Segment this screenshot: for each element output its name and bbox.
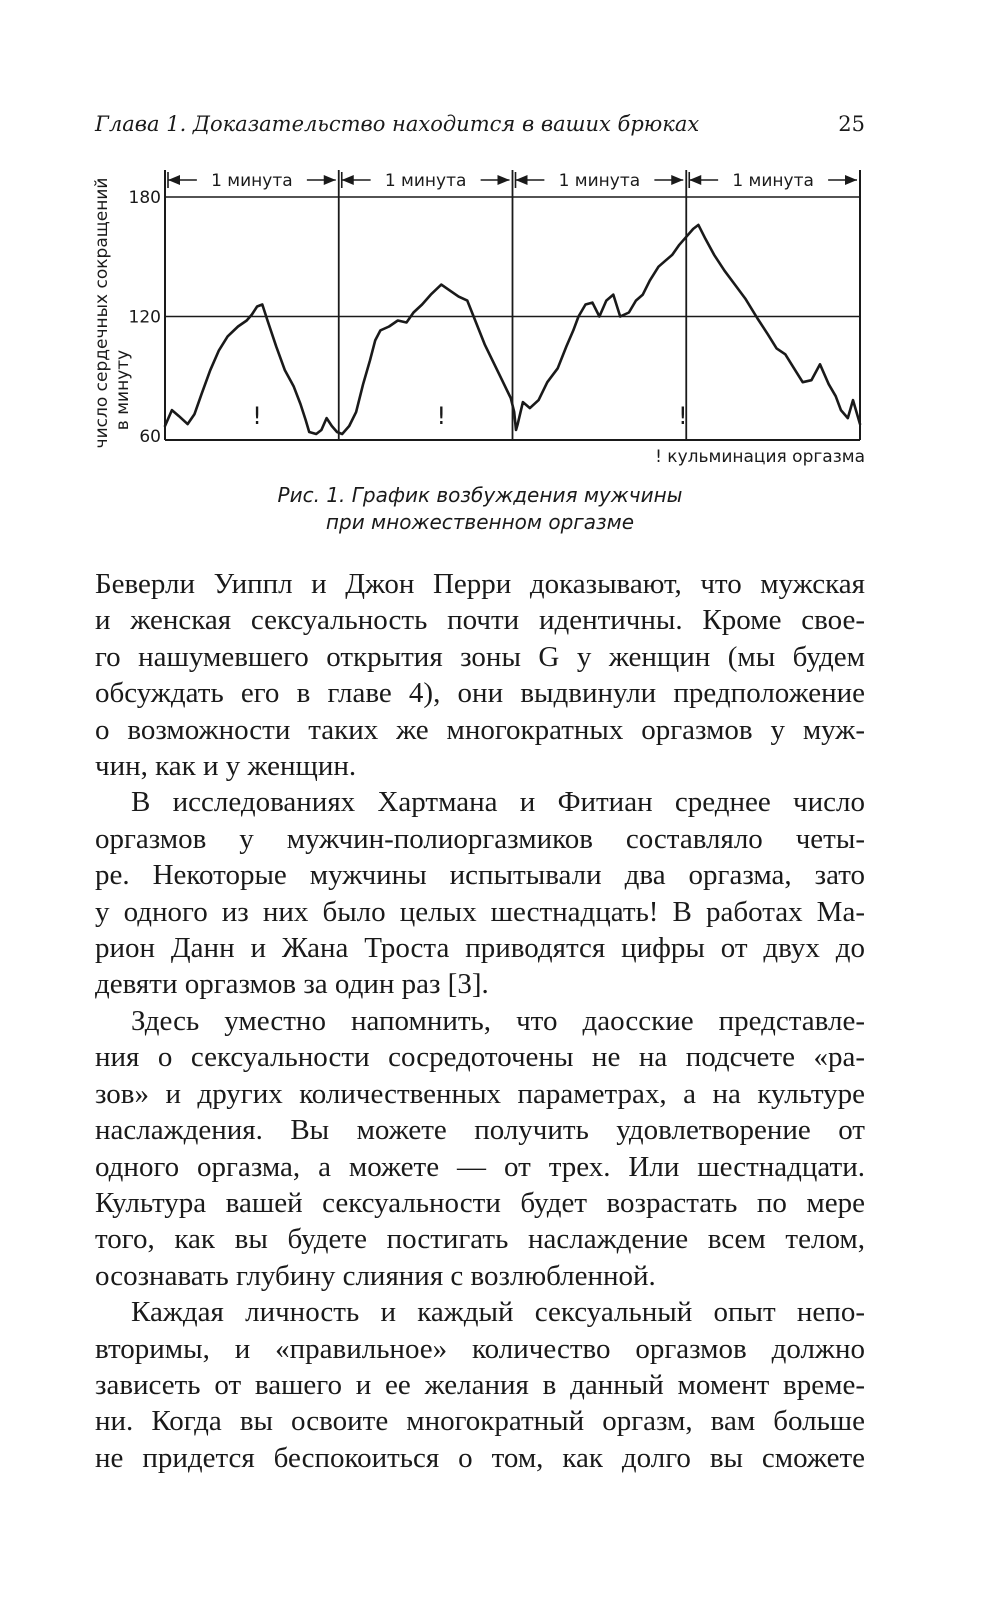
caption-line-1: Рис. 1. График возбуждения мужчины (277, 483, 683, 507)
arrowhead-left (516, 175, 528, 185)
chapter-title: Глава 1. Доказательство находится в ваших брюках (95, 112, 700, 136)
paragraph (95, 1003, 865, 1294)
text-line: го нашумевшего открытия зоны G у женщин (мы будем (95, 640, 865, 673)
arrowhead-left (168, 175, 180, 185)
text-line: зов» и других количественных параметрах, а на культуре (95, 1077, 865, 1110)
text-line: обсуждать его в главе 4), они выдвинули предположение (95, 677, 865, 710)
orgasm-marker: ! (677, 402, 688, 430)
interval-label-minute-2: 1 минута (384, 171, 467, 191)
text-line: ния о сексуальности сосредоточены не на подсчете «ра- (95, 1041, 865, 1074)
text-line: рион Данн и Жана Троста приводятся цифры от двух до (95, 932, 865, 965)
text-line: у одного из них было целых шестнадцать! В работах Ма- (95, 895, 865, 928)
page-number: 25 (838, 112, 865, 136)
y-axis-label-line1: число сердечных сокращений (92, 177, 112, 449)
text-line: Беверли Уиппл и Джон Перри доказывают, что мужская (95, 568, 865, 600)
text-line: и женская сексуальность почти идентичны. Кроме свое- (95, 604, 865, 637)
text-line: зависеть от вашего и ее желания в данный момент време- (95, 1368, 865, 1401)
text-line: ни. Когда вы освоите многократный оргазм, вам больше (95, 1405, 865, 1438)
paragraph (95, 566, 865, 784)
heart-rate-chart (0, 0, 1000, 480)
arrowhead-right (671, 175, 683, 185)
text-line: В исследованиях Хартмана и Фитиан среднее число (131, 786, 865, 819)
text-line: Каждая личность и каждый сексуальный опыт непо- (131, 1296, 865, 1329)
text-line: оргазмов у мужчин-полиоргазмиков составляло четы- (95, 822, 865, 855)
arrowhead-right (324, 175, 336, 185)
y-tick-label-120: 120 (128, 307, 161, 328)
body-text (95, 566, 865, 1476)
interval-label-minute-1: 1 минута (211, 171, 293, 191)
y-tick-label-60: 60 (139, 427, 161, 447)
text-line: ре. Некоторые мужчины испытывали два оргазма, зато (95, 859, 865, 892)
arrowhead-right (845, 175, 857, 185)
text-line: о возможности таких же многократных оргазмов у муж- (95, 713, 865, 746)
figure-caption (95, 482, 865, 536)
text-line: вторимы, и «правильное» количество оргазмов должно (95, 1332, 865, 1365)
paragraph (95, 1294, 865, 1476)
caption-line-2: при множественном оргазме (325, 510, 635, 534)
text-line: Здесь уместно напомнить, что даосские представле- (131, 1004, 865, 1037)
interval-label-minute-4: 1 минута (732, 171, 814, 191)
arrowhead-left (342, 175, 354, 185)
arrowhead-right (498, 175, 510, 185)
text-line: девяти оргазмов за один раз [3]. (95, 968, 489, 1001)
text-line: не придется беспокоиться о том, как долго вы сможете (95, 1441, 865, 1474)
text-line: Культура вашей сексуальности будет возрастать по мере (95, 1186, 865, 1219)
y-axis-label-line2: в минуту (113, 349, 133, 431)
arrowhead-left (689, 175, 701, 185)
text-line: того, как вы будете постигать наслаждение всем телом, (95, 1223, 865, 1256)
orgasm-marker: ! (436, 402, 447, 430)
orgasm-marker: ! (252, 402, 262, 430)
paragraph (95, 784, 865, 1002)
y-tick-label-180: 180 (128, 188, 161, 208)
text-line: осознавать глубину слияния с возлюбленной. (95, 1259, 656, 1292)
text-line: одного оргазма, а можете — от трех. Или шестнадцати. (95, 1150, 865, 1183)
interval-label-minute-3: 1 минута (558, 171, 641, 191)
text-line: наслаждения. Вы можете получить удовлетворение от (95, 1114, 865, 1147)
chart-legend: ! кульминация оргазма (655, 447, 865, 467)
text-line: чин, как и у женщин. (95, 750, 357, 783)
